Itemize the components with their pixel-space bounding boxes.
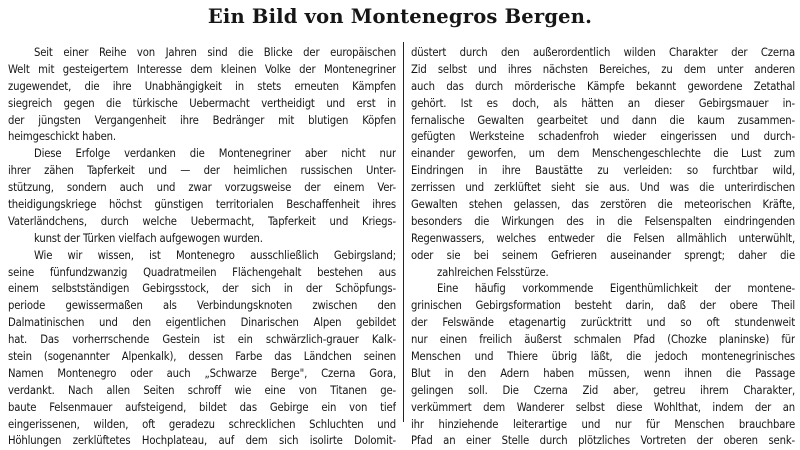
- text-line: grinischen Gebirgsformation besteht darin, daß der obere Theil: [411, 299, 795, 313]
- text-line: ihrer zähen Tapferkeit und — der heimlichen russischen Unter-: [8, 164, 396, 178]
- text-line: Diese Erfolge verdanken die Montenegriner aber nicht nur: [34, 147, 396, 161]
- text-line: gefügten Werksteine schadenfroh wieder eingerissen und durch-: [411, 130, 795, 144]
- text-line: Eindringen in ihre Baustätte zu verleiden: so furchtbar wild,: [411, 164, 795, 178]
- text-line: Dalmatinischen und den eigentlichen Dinarischen Alpen gebildet: [8, 316, 396, 330]
- text-line: düstert durch den außerordentlich wilden Charakter der Czerna: [411, 46, 795, 59]
- text-line: eingerissenen, wilden, oft geradezu schrecklichen Schluchten und: [8, 417, 396, 431]
- left-column: [8, 45, 396, 450]
- text-line: siegreich gegen die türkische Uebermacht vertheidigt und erst in: [8, 96, 396, 110]
- text-line: kunst der Türken vielfach aufgewogen wurden.: [34, 231, 263, 245]
- text-line: der Felswände etagenartig zurücktritt und so oft stundenweit: [411, 316, 795, 330]
- text-line: zerrissen und zerklüftet sieht sie aus. Und was die unterirdischen: [411, 181, 795, 195]
- text-line: verkümmert dem Wanderer selbst diese Wohlthat, indem der an: [411, 400, 795, 414]
- text-line: zugewendet, die ihre Unabhängigkeit in stets erneuten Kämpfen: [8, 79, 396, 93]
- text-line: Blut in den Adern haben müssen, wenn ihnen die Passage: [411, 366, 795, 380]
- text-line: Menschen und Thiere übrig läßt, die jedoch montenegrinisches: [411, 350, 795, 364]
- text-line: theidigungskriege höchst günstigen territorialen Beschaffenheit ihres: [8, 198, 396, 212]
- text-line: ihr hinziehende leiterartige und nur für Menschen brauchbare: [411, 417, 795, 431]
- text-line: Zid selbst und ihres nächsten Bereiches, zu dem unter anderen: [411, 62, 795, 76]
- text-line: Gewalten stehen gelassen, das zerstören die meteorischen Kräfte,: [411, 198, 795, 212]
- text-line: besonders die Wirkungen des in die Felsenspalten eindringenden: [411, 214, 795, 228]
- column-divider: [403, 42, 404, 422]
- text-line: gelingen soll. Die Czerna Zid aber, getreu ihrem Charakter,: [411, 383, 795, 397]
- text-line: nur einen freilich äußerst schmalen Pfad (Chozke planinske) für: [411, 333, 795, 347]
- text-line: oder sie bei seinem Gefrieren auseinander sprengt; daher die: [411, 248, 795, 262]
- text-line: Wie wir wissen, ist Montenegro ausschließlich Gebirgsland;: [34, 248, 396, 262]
- text-line: zahlreichen Felsstürze.: [437, 265, 549, 279]
- text-line: stein (sogenannter Alpenkalk), dessen Farbe das Ländchen seinen: [8, 350, 396, 364]
- text-line: seine fünfundzwanzig Quadratmeilen Flächengehalt bestehen aus: [8, 265, 396, 279]
- text-line: einem selbstständigen Gebirgsstock, der sich in der Schöpfungs-: [8, 282, 396, 296]
- text-line: Seit einer Reihe von Jahren sind die Blicke der europäischen: [34, 46, 396, 59]
- text-line: stützung, sondern auch und zwar vorzugsweise der einem Ver-: [8, 181, 396, 195]
- text-line: verdankt. Nach allen Seiten schroff wie eine von Titanen ge-: [8, 383, 396, 397]
- text-line: Regenwassers, welches entweder die Felsen allmählich unterwühlt,: [411, 231, 795, 245]
- text-line: hat. Das vorherrschende Gestein ist ein schwärzlich-grauer Kalk-: [8, 333, 396, 347]
- text-line: periode gewissermaßen als Verbindungsknoten zwischen den: [8, 299, 396, 313]
- text-line: Höhlungen zerklüftetes Hochplateau, auf dem sich isolirte Dolomit-: [8, 434, 396, 448]
- text-line: heimgeschickt haben.: [8, 130, 116, 144]
- text-line: fernalische Gewalten gearbeitet und dann die kaum zusammen-: [411, 113, 795, 127]
- page-title: Ein Bild von Montenegros Bergen.: [207, 5, 593, 28]
- text-line: einander geworfen, um dem Menschengeschlechte die Lust zum: [411, 147, 795, 161]
- text-line: Namen Montenegro oder auch „Schwarze Berge", Czerna Gora,: [8, 366, 396, 380]
- text-line: Vaterländchens, durch welche Uebermacht, Tapferkeit und Kriegs-: [8, 214, 396, 228]
- text-line: auch das durch mörderische Kämpfe bekannt gewordene Zetathal: [411, 79, 795, 93]
- text-line: Pfad an einer Stelle durch plötzliches Vortreten der oberen senk-: [411, 434, 795, 448]
- text-line: der jüngsten Vergangenheit ihre Bedränger mit blutigen Köpfen: [8, 113, 396, 127]
- text-line: gehört. Ist es doch, als hätten an dieser Gebirgsmauer in-: [411, 96, 795, 110]
- text-line: Welt mit gesteigertem Interesse dem kleinen Volke der Montenegriner: [8, 62, 396, 76]
- text-line: Eine häufig vorkommende Eigenthümlichkeit der montene-: [437, 282, 795, 296]
- text-line: baute Felsenmauer aufsteigend, bildet das Gebirge ein von tief: [8, 400, 396, 414]
- right-column: [411, 45, 795, 450]
